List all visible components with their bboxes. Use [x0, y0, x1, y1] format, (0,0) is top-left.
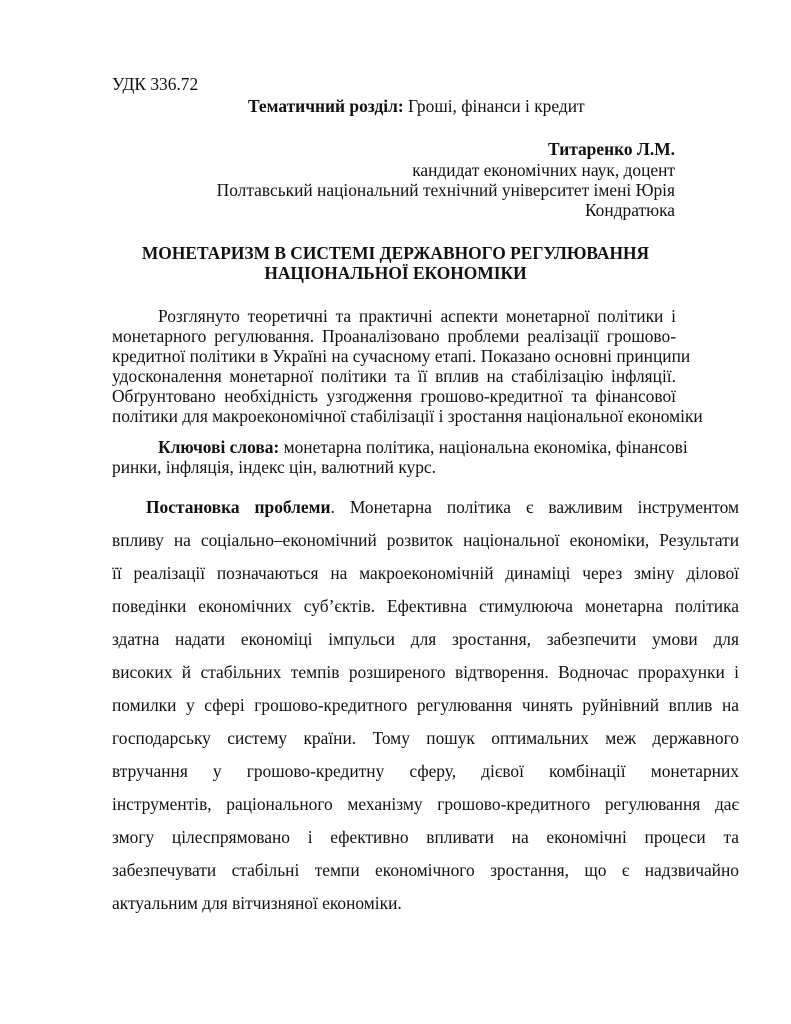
abstract-line: монетарного регулювання. Проаналізовано проблеми реалізації грошово-: [112, 326, 676, 346]
body-line: змогу цілеспрямовано і ефективно впливати на економічні процеси та: [112, 827, 739, 847]
keywords-list-part1: монетарна політика, національна економіка, фінансові: [279, 437, 688, 457]
body-line: поведінки економічних суб’єктів. Ефективна стимулююча монетарна політика: [112, 596, 739, 616]
thematic-section-value: Гроші, фінанси і кредит: [403, 96, 585, 116]
keywords-line1: [158, 437, 688, 457]
keywords-line2: ринки, інфляція, індекс цін, валютний курс.: [112, 457, 436, 477]
author-affiliation-line2: Кондратюка: [584, 200, 675, 220]
author-degree: кандидат економічних наук, доцент: [412, 160, 675, 180]
abstract-line: кредитної політики в Україні на сучасному етапі. Показано основні принципи: [112, 346, 691, 366]
keywords-label: Ключові слова:: [158, 437, 280, 457]
body-line: високих й стабільних темпів розширеного відтворення. Водночас прорахунки і: [112, 662, 739, 682]
abstract-line: Обґрунтовано необхідність узгодження грошово-кредитної та фінансової: [112, 386, 676, 406]
body-line: помилки у сфері грошово-кредитного регулювання чинять руйнівний вплив на: [112, 695, 739, 715]
abstract-line: Розглянуто теоретичні та практичні аспекти монетарної політики і: [158, 306, 676, 326]
thematic-section: [248, 96, 585, 116]
author-affiliation-line1: Полтавський національний технічний університет імені Юрія: [216, 180, 675, 200]
body-line: актуальним для вітчизняної економіки.: [112, 893, 402, 913]
body-line: інструментів, раціонального механізму грошово-кредитного регулювання дає: [112, 794, 739, 814]
section-intro-line: [146, 497, 739, 517]
body-line: впливу на соціально–економічний розвиток національної економіки, Результати: [112, 530, 739, 550]
body-line: господарську систему країни. Тому пошук оптимальних меж державного: [112, 728, 739, 748]
body-line: забезпечувати стабільні темпи економічного зростання, що є надзвичайно: [112, 860, 739, 880]
paper-title-line2: НАЦІОНАЛЬНОЇ ЕКОНОМІКИ: [264, 263, 527, 283]
abstract-line: удосконалення монетарної політики та її вплив на стабілізацію інфляції.: [112, 366, 676, 386]
abstract-line: політики для макроекономічної стабілізації і зростання національної економіки: [112, 406, 703, 426]
udc-code: УДК 336.72: [112, 74, 199, 94]
paper-title-line1: МОНЕТАРИЗМ В СИСТЕМІ ДЕРЖАВНОГО РЕГУЛЮВАННЯ: [141, 243, 650, 263]
body-line: втручання у грошово-кредитну сферу, дієвої комбінації монетарних: [112, 761, 739, 781]
body-line: здатна надати економіці імпульси для зростання, забезпечити умови для: [112, 629, 739, 649]
thematic-section-label: Тематичний розділ:: [248, 96, 404, 116]
section-heading: Постановка проблеми: [146, 497, 331, 517]
author-name: Титаренко Л.М.: [548, 139, 675, 159]
section-intro-text: . Монетарна політика є важливим інструментом: [330, 497, 739, 517]
body-line: її реалізації позначаються на макроекономічній динаміці через зміну ділової: [112, 563, 739, 583]
